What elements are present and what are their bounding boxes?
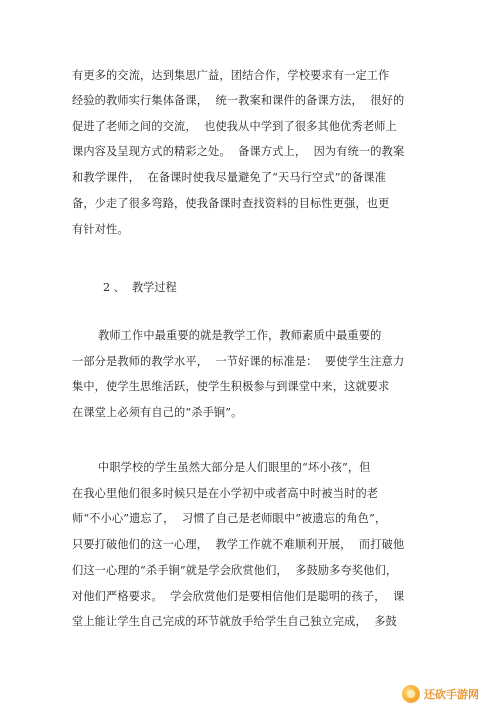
paragraph-3-line-1: 中职学校的学生虽然大部分是人们眼里的“坏小孩”，但 — [98, 461, 371, 474]
paragraph-1-line-7: 有针对性。 — [72, 223, 129, 236]
paragraph-1-line-4: 课内容及呈现方式的精彩之处。 备课方式上， 因为有统一的教案 — [72, 145, 405, 158]
paragraph-1-line-2: 经验的教师实行集体备课， 统一教案和课件的备课方法， 很好的 — [72, 94, 405, 107]
site-watermark — [402, 684, 494, 704]
paragraph-2-line-4: 在课堂上必须有自己的“杀手锏”。 — [72, 406, 243, 419]
paragraph-2-line-1: 教师工作中最重要的就是教学工作，教师素质中最重要的 — [98, 329, 382, 342]
paragraph-3-line-6: 对他们严格要求。 学会欣赏他们是要相信他们是聪明的孩子， 课 — [72, 590, 405, 603]
paragraph-3-line-2: 在我心里他们很多时候只是在小学初中或者高中时被当时的老 — [72, 487, 379, 500]
paragraph-2-line-3: 集中，使学生思维活跃，使学生积极参与到课堂中来，这就要求 — [72, 380, 390, 393]
coin-logo-icon — [402, 685, 420, 703]
watermark-text: 还砍手游网 — [424, 688, 479, 701]
paragraph-3-line-3: 师“不小心”遗忘了， 习惯了自己是老师眼中“被遗忘的角色”， — [72, 512, 387, 525]
section-heading: 2 、 教学过程 — [103, 281, 177, 294]
paragraph-2-line-2: 一部分是教师的教学水平， 一节好课的标准是： 要使学生注意力 — [72, 355, 405, 368]
paragraph-3-line-5: 们这一心理的“杀手锏”就是学会欣赏他们， 多鼓励多夸奖他们， — [72, 564, 398, 577]
paragraph-1-line-3: 促进了老师之间的交流， 也使我从中学到了很多其他优秀老师上 — [72, 120, 397, 133]
paragraph-3-line-7: 堂上能让学生自己完成的环节就放手给学生自己独立完成， 多鼓 — [72, 615, 397, 628]
paragraph-1-line-6: 备，少走了很多弯路，使我备课时查找资料的目标性更强，也更 — [72, 197, 390, 210]
paragraph-1-line-1: 有更多的交流，达到集思广益，团结合作，学校要求有一定工作 — [72, 69, 390, 82]
paragraph-1-line-5: 和教学课件， 在备课时使我尽量避免了“天马行空式”的备课准 — [72, 171, 386, 184]
paragraph-3-line-4: 只要打破他们的这一心理， 教学工作就不难顺利开展， 而打破他 — [72, 538, 405, 551]
